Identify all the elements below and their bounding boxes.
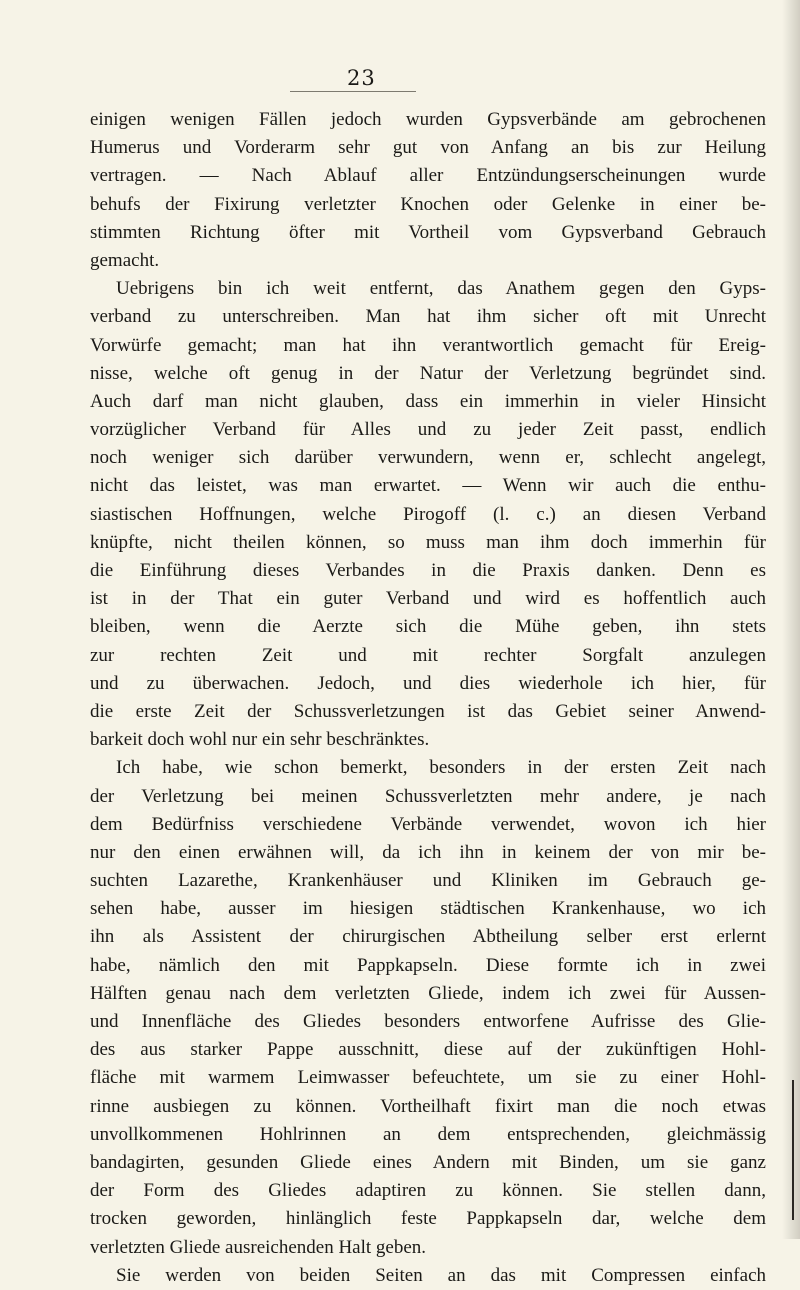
body-text	[90, 106, 766, 1290]
text-line: knüpfte, nicht theilen können, so muss man ihm doch immerhin für	[90, 531, 766, 553]
text-line: vorzüglicher Verband für Alles und zu jeder Zeit passt, endlich	[90, 419, 766, 441]
text-line: bleiben, wenn die Aerzte sich die Mühe geben, ihn stets	[90, 616, 766, 638]
text-line: des aus starker Pappe ausschnitt, diese auf der zukünftigen Hohl-	[90, 1039, 766, 1061]
text-line: verletzten Gliede ausreichenden Halt geben.	[90, 1236, 427, 1258]
text-line: behufs der Fixirung verletzter Knochen oder Gelenke in einer be-	[90, 193, 766, 215]
text-line: und zu überwachen. Jedoch, und dies wiederhole ich hier, für	[90, 672, 766, 694]
page-edge-shadow	[782, 0, 800, 1239]
text-line: Auch darf man nicht glauben, dass ein immerhin in vieler Hinsicht	[90, 390, 766, 412]
text-line: noch weniger sich darüber verwundern, wenn er, schlecht angelegt,	[90, 447, 766, 469]
text-line: verband zu unterschreiben. Man hat ihm sicher oft mit Unrecht	[90, 306, 766, 328]
page-number-rule	[290, 91, 416, 92]
text-line: nicht das leistet, was man erwartet. — Wenn wir auch die enthu-	[90, 475, 766, 497]
text-line: die Einführung dieses Verbandes in die Praxis danken. Denn es	[90, 560, 766, 581]
text-line: die erste Zeit der Schussverletzungen ist das Gebiet seiner Anwend-	[90, 700, 766, 722]
text-line: ihn als Assistent der chirurgischen Abtheilung selber erst erlernt	[90, 926, 766, 948]
text-line: und Innenfläche des Gliedes besonders entworfene Aufrisse des Glie-	[90, 1011, 766, 1032]
text-line: der Verletzung bei meinen Schussverletzten mehr andere, je nach	[90, 785, 766, 807]
page-edge-mark	[792, 1080, 794, 1220]
text-line: einigen wenigen Fällen jedoch wurden Gypsverbände am gebrochenen	[90, 109, 766, 130]
text-line: suchten Lazarethe, Krankenhäuser und Kliniken im Gebrauch ge-	[90, 870, 766, 892]
text-line: zur rechten Zeit und mit rechter Sorgfalt anzulegen	[90, 644, 766, 666]
text-line: bandagirten, gesunden Gliede eines Andern mit Binden, um sie ganz	[90, 1151, 766, 1173]
text-line: nur den einen erwähnen will, da ich ihn in keinem der von mir be-	[90, 841, 766, 863]
text-line: rinne ausbiegen zu können. Vortheilhaft fixirt man die noch etwas	[90, 1095, 766, 1117]
text-line: der Form des Gliedes adaptiren zu können. Sie stellen dann,	[90, 1180, 766, 1202]
text-line: habe, nämlich den mit Pappkapseln. Diese formte ich in zwei	[90, 954, 766, 976]
text-line: dem Bedürfniss verschiedene Verbände verwendet, wovon ich hier	[90, 813, 766, 835]
text-line: Vorwürfe gemacht; man hat ihn verantwortlich gemacht für Ereig-	[90, 334, 766, 356]
text-line: ist in der That ein guter Verband und wird es hoffentlich auch	[90, 588, 766, 610]
text-line: gemacht.	[90, 249, 160, 271]
text-line: barkeit doch wohl nur ein sehr beschränktes.	[90, 729, 430, 751]
text-line: fläche mit warmem Leimwasser befeuchtete, um sie zu einer Hohl-	[90, 1067, 766, 1089]
text-line: sehen habe, ausser im hiesigen städtischen Krankenhause, wo ich	[90, 898, 766, 920]
page-number: 23	[347, 66, 376, 90]
text-line: Hälften genau nach dem verletzten Gliede, indem ich zwei für Aussen-	[90, 982, 766, 1004]
text-line: siastischen Hoffnungen, welche Pirogoff (l. c.) an diesen Verband	[90, 503, 766, 525]
text-line: nisse, welche oft genug in der Natur der Verletzung begründet sind.	[90, 362, 766, 384]
text-line: Ich habe, wie schon bemerkt, besonders in der ersten Zeit nach	[116, 757, 766, 779]
text-line: trocken geworden, hinlänglich feste Pappkapseln dar, welche dem	[90, 1208, 766, 1230]
text-line: unvollkommenen Hohlrinnen an dem entsprechenden, gleichmässig	[90, 1123, 766, 1145]
text-line: Sie werden von beiden Seiten an das mit Compressen einfach	[116, 1264, 766, 1286]
text-line: Uebrigens bin ich weit entfernt, das Anathem gegen den Gyps-	[116, 278, 766, 300]
text-line: stimmten Richtung öfter mit Vortheil vom Gypsverband Gebrauch	[90, 221, 766, 243]
text-line: vertragen. — Nach Ablauf aller Entzündungserscheinungen wurde	[90, 165, 766, 187]
text-line: Humerus und Vorderarm sehr gut von Anfang an bis zur Heilung	[90, 137, 766, 159]
